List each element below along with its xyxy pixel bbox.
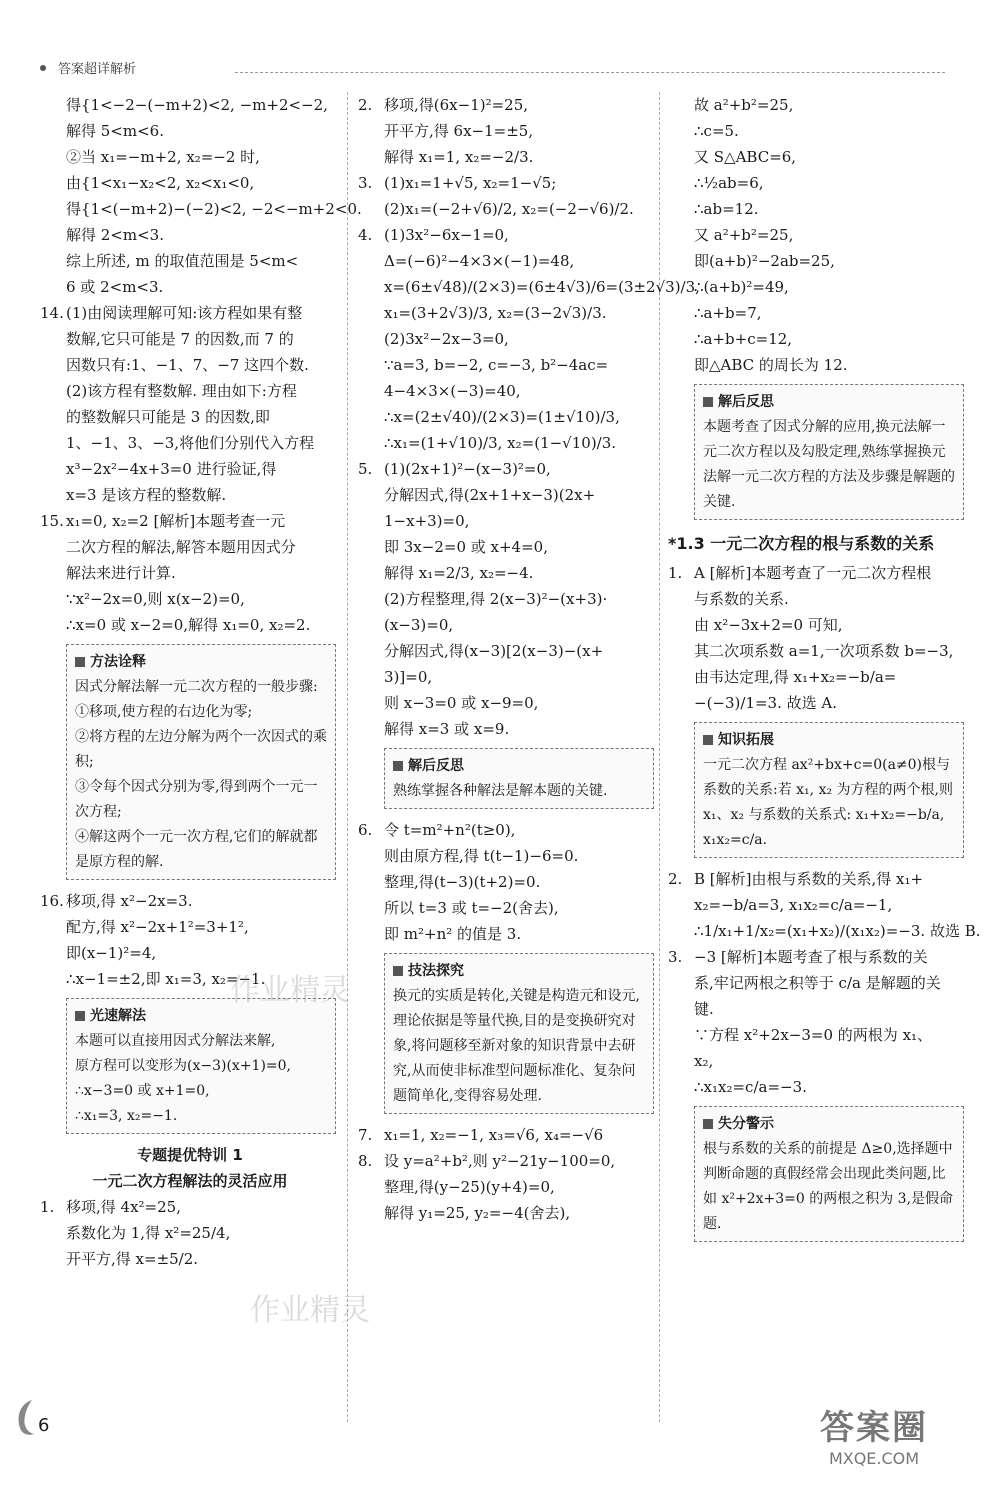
header-title: 答案超详解析	[58, 62, 137, 77]
text-line: ∴1/x₁+1/x₂=(x₁+x₂)/(x₁x₂)=−3. 故选 B.	[694, 922, 981, 940]
text-line: 开平方,得 x=±5/2.	[66, 1250, 199, 1268]
bullet-icon	[393, 966, 403, 976]
page-header	[40, 58, 945, 78]
box-heading: 技法探究	[393, 958, 645, 984]
method-note-box	[66, 644, 336, 880]
text-line: 分解因式,得(x−3)[2(x−3)−(x+	[384, 642, 604, 660]
text-line: 由{1<x₁−x₂<2, x₂<x₁<0,	[66, 174, 255, 192]
bullet-icon	[703, 1119, 713, 1129]
text-line: x³−2x²−4x+3=0 进行验证,得	[66, 460, 277, 478]
bullet-icon	[393, 761, 403, 771]
solution-1: 1. A [解析]本题考查了一元二次方程根	[668, 564, 932, 582]
box-heading: 解后反思	[703, 389, 955, 415]
text-line: ②当 x₁=−m+2, x₂=−2 时,	[66, 148, 260, 166]
text-line: ∴½ab=6,	[694, 174, 764, 192]
text-line: ∴ab=12.	[694, 200, 759, 218]
text-line: 系,牢记两根之积等于 c/a 是解题的关	[694, 974, 941, 992]
page-number: 6	[38, 1415, 50, 1436]
text-line: (x−3)=0,	[384, 616, 454, 634]
text-line: 键.	[694, 1000, 714, 1018]
text-line: ∴x=0 或 x−2=0,解得 x₁=0, x₂=2.	[66, 616, 311, 634]
text-line: ∵a=3, b=−2, c=−3, b²−4ac=	[384, 356, 609, 374]
question-15: 15. x₁=0, x₂=2 [解析]本题考查一元	[40, 512, 286, 530]
text-line: Δ=(−6)²−4×3×(−1)=48,	[384, 252, 575, 270]
box-heading: 解后反思	[393, 753, 645, 779]
warning-box	[694, 1106, 964, 1242]
box-line: 本题可以直接用因式分解法来解,	[75, 1033, 276, 1049]
box-heading: 知识拓展	[703, 727, 955, 753]
text-line: x=3 是该方程的整数解.	[66, 486, 227, 504]
text-line: 分解因式,得(2x+1+x−3)(2x+	[384, 486, 596, 504]
text-line: 由 x²−3x+2=0 可知,	[694, 616, 843, 634]
text-line: 的整数解只可能是 3 的因数,即	[66, 408, 270, 426]
solution-2: 2. B [解析]由根与系数的关系,得 x₁+	[668, 870, 924, 888]
reflection-box	[384, 748, 654, 809]
problem-3: 3. (1)x₁=1+√5, x₂=1−√5;	[358, 174, 557, 192]
problem-8: 8. 设 y=a²+b²,则 y²−21y−100=0,	[358, 1152, 616, 1170]
box-line: 换元的实质是转化,关键是构造元和设元,理论依据是等量代换,目的是变换研究对象,将问题移至新对象的知识背景中去研究,从而使非标准型问题标准化、复杂问题简单化,变得容易处理.	[393, 988, 640, 1104]
question-14: 14. (1)由阅读理解可知:该方程如果有整	[40, 304, 303, 322]
text-line: ∴(a+b)²=49,	[694, 278, 789, 296]
text-line: (2)x₁=(−2+√6)/2, x₂=(−2−√6)/2.	[384, 200, 634, 218]
reflection-box	[694, 384, 964, 520]
box-line: 熟练掌握各种解法是解本题的关键.	[393, 783, 608, 799]
text-line: 二次方程的解法,解答本题用因式分	[66, 538, 296, 556]
text-line: 因数只有:1、−1、7、−7 这四个数.	[66, 356, 309, 374]
text-line: 则由原方程,得 t(t−1)−6=0.	[384, 847, 579, 865]
text-line: x₂,	[694, 1052, 714, 1070]
text-line: 即 m²+n² 的值是 3.	[384, 925, 522, 943]
text-line: x=(6±√48)/(2×3)=(6±4√3)/6=(3±2√3)/3,	[384, 278, 700, 296]
box-line: 本题考查了因式分解的应用,换元法解一元二次方程以及勾股定理,熟练掌握换元法解一元二次方程的方法及步骤是解题的关键.	[703, 419, 955, 510]
text-line: 其二次项系数 a=1,一次项系数 b=−3,	[694, 642, 954, 660]
bullet-icon	[75, 1011, 85, 1021]
text-line: ∴a+b+c=12,	[694, 330, 793, 348]
problem-1: 1. 移项,得 4x²=25,	[40, 1198, 181, 1216]
text-line: ∴x₁x₂=c/a=−3.	[694, 1078, 807, 1096]
bullet-icon	[75, 657, 85, 667]
box-line: 因式分解法解一元二次方程的一般步骤:	[75, 679, 318, 695]
site-stamp	[820, 1400, 928, 1468]
box-line: ①移项,使方程的右边化为零;	[75, 704, 253, 720]
technique-box	[384, 953, 654, 1114]
box-line: ②将方程的左边分解为两个一次因式的乘积;	[75, 729, 327, 770]
problem-2: 2. 移项,得(6x−1)²=25,	[358, 96, 529, 114]
fast-solution-box	[66, 998, 336, 1134]
text-line: 6 或 2<m<3.	[66, 278, 164, 296]
question-16: 16. 移项,得 x²−2x=3.	[40, 892, 193, 910]
text-line: 又 S△ABC=6,	[694, 148, 797, 166]
text-line: 1−x+3)=0,	[384, 512, 470, 530]
text-line: 3)]=0,	[384, 668, 433, 686]
text-line: ∴a+b=7,	[694, 304, 762, 322]
problem-6: 6. 令 t=m²+n²(t≥0),	[358, 821, 516, 839]
text-line: (2)3x²−2x−3=0,	[384, 330, 509, 348]
text-line: 4−4×3×(−3)=40,	[384, 382, 521, 400]
watermark: 作业精灵	[250, 1293, 370, 1328]
box-line: 原方程可以变形为(x−3)(x+1)=0,	[75, 1058, 292, 1074]
text-line: 与系数的关系.	[694, 590, 789, 608]
text-line: 得{1<(−m+2)−(−2)<2, −2<−m+2<0.	[66, 200, 362, 218]
problem-4: 4. (1)3x²−6x−1=0,	[358, 226, 509, 244]
bullet-icon	[703, 735, 713, 745]
text-line: 数解,它只可能是 7 的因数,而 7 的	[66, 330, 294, 348]
text-line: 系数化为 1,得 x²=25/4,	[66, 1224, 231, 1242]
text-line: 解得 x₁=1, x₂=−2/3.	[384, 148, 534, 166]
column-1	[40, 92, 362, 1272]
section-heading: *1.3 一元二次方程的根与系数的关系	[668, 534, 935, 553]
text-line: 即 3x−2=0 或 x+4=0,	[384, 538, 548, 556]
text-line: 解得 5<m<6.	[66, 122, 164, 140]
text-line: ∴x₁=(1+√10)/3, x₂=(1−√10)/3.	[384, 434, 617, 452]
box-heading: 失分警示	[703, 1111, 955, 1137]
text-line: 则 x−3=0 或 x−9=0,	[384, 694, 539, 712]
text-line: 得{1<−2−(−m+2)<2, −m+2<−2,	[66, 96, 328, 114]
text-line: 即(x−1)²=4,	[66, 944, 157, 962]
text-line: 即△ABC 的周长为 12.	[694, 356, 848, 374]
problem-5: 5. (1)(2x+1)²−(x−3)²=0,	[358, 460, 551, 478]
text-line: 整理,得(y−25)(y+4)=0,	[384, 1178, 555, 1196]
section-title: 专题提优特训 1	[137, 1146, 243, 1164]
box-line: ∴x₁=3, x₂=−1.	[75, 1108, 178, 1124]
text-line: 解得 2<m<3.	[66, 226, 164, 244]
text-line: −(−3)/1=3. 故选 A.	[694, 694, 837, 712]
column-2	[358, 92, 700, 1226]
box-heading: 光速解法	[75, 1003, 327, 1029]
box-heading: 方法诠释	[75, 649, 327, 675]
text-line: 解得 y₁=25, y₂=−4(舍去),	[384, 1204, 571, 1222]
text-line: 解法来进行计算.	[66, 564, 176, 582]
problem-7: 7. x₁=1, x₂=−1, x₃=√6, x₄=−√6	[358, 1126, 604, 1144]
text-line: ∴c=5.	[694, 122, 739, 140]
text-line: 配方,得 x²−2x+1²=3+1²,	[66, 918, 249, 936]
box-line: ∴x−3=0 或 x+1=0,	[75, 1083, 210, 1099]
text-line: 又 a²+b²=25,	[694, 226, 794, 244]
text-line: 由韦达定理,得 x₁+x₂=−b/a=	[694, 668, 897, 686]
text-line: (2)方程整理,得 2(x−3)²−(x+3)·	[384, 590, 608, 608]
box-line: ④解这两个一元一次方程,它们的解就都是原方程的解.	[75, 829, 318, 870]
header-bullet-icon	[40, 65, 46, 71]
text-line: ∵x²−2x=0,则 x(x−2)=0,	[66, 590, 245, 608]
text-line: ∴x−1=±2,即 x₁=3, x₂=−1.	[66, 970, 266, 988]
text-line: 整理,得(t−3)(t+2)=0.	[384, 873, 541, 891]
column-divider	[347, 92, 348, 1422]
text-line: ∴x=(2±√40)/(2×3)=(1±√10)/3,	[384, 408, 620, 426]
stamp-text: 答案圈	[820, 1408, 928, 1448]
text-line: (2)该方程有整数解. 理由如下:方程	[66, 382, 297, 400]
text-line: 故 a²+b²=25,	[694, 96, 794, 114]
text-line: 综上所述, m 的取值范围是 5<m<	[66, 252, 299, 270]
text-line: 解得 x₁=2/3, x₂=−4.	[384, 564, 534, 582]
solution-3: 3. −3 [解析]本题考查了根与系数的关	[668, 948, 928, 966]
text-line: 1、−1、3、−3,将他们分别代入方程	[66, 434, 315, 452]
text-line: 解得 x=3 或 x=9.	[384, 720, 510, 738]
knowledge-box	[694, 722, 964, 858]
box-line: ③令每个因式分别为零,得到两个一元一次方程;	[75, 779, 318, 820]
section-subtitle: 一元二次方程解法的灵活应用	[92, 1172, 288, 1190]
column-3	[668, 92, 981, 1250]
text-line: ∵方程 x²+2x−3=0 的两根为 x₁、	[694, 1026, 933, 1044]
stamp-url: MXQE.COM	[828, 1449, 920, 1468]
text-line: 开平方,得 6x−1=±5,	[384, 122, 534, 140]
text-line: 所以 t=3 或 t=−2(舍去),	[384, 899, 559, 917]
publisher-logo-icon	[14, 1398, 36, 1438]
text-line: x₂=−b/a=3, x₁x₂=c/a=−1,	[694, 896, 893, 914]
text-line: x₁=(3+2√3)/3, x₂=(3−2√3)/3.	[384, 304, 607, 322]
bullet-icon	[703, 397, 713, 407]
watermark: 作业精灵	[230, 973, 350, 1008]
box-line: 一元二次方程 ax²+bx+c=0(a≠0)根与系数的关系:若 x₁, x₂ 为方程的两个根,则 x₁、x₂ 与系数的关系式: x₁+x₂=−b/a, x₁x₂=c/a.	[703, 757, 953, 848]
box-line: 根与系数的关系的前提是 Δ≥0,选择题中判断命题的真假经常会出现此类问题,比如 x²+2x+3=0 的两根之积为 3,是假命题.	[703, 1141, 954, 1232]
text-line: 即(a+b)²−2ab=25,	[694, 252, 835, 270]
header-rule	[235, 72, 945, 73]
